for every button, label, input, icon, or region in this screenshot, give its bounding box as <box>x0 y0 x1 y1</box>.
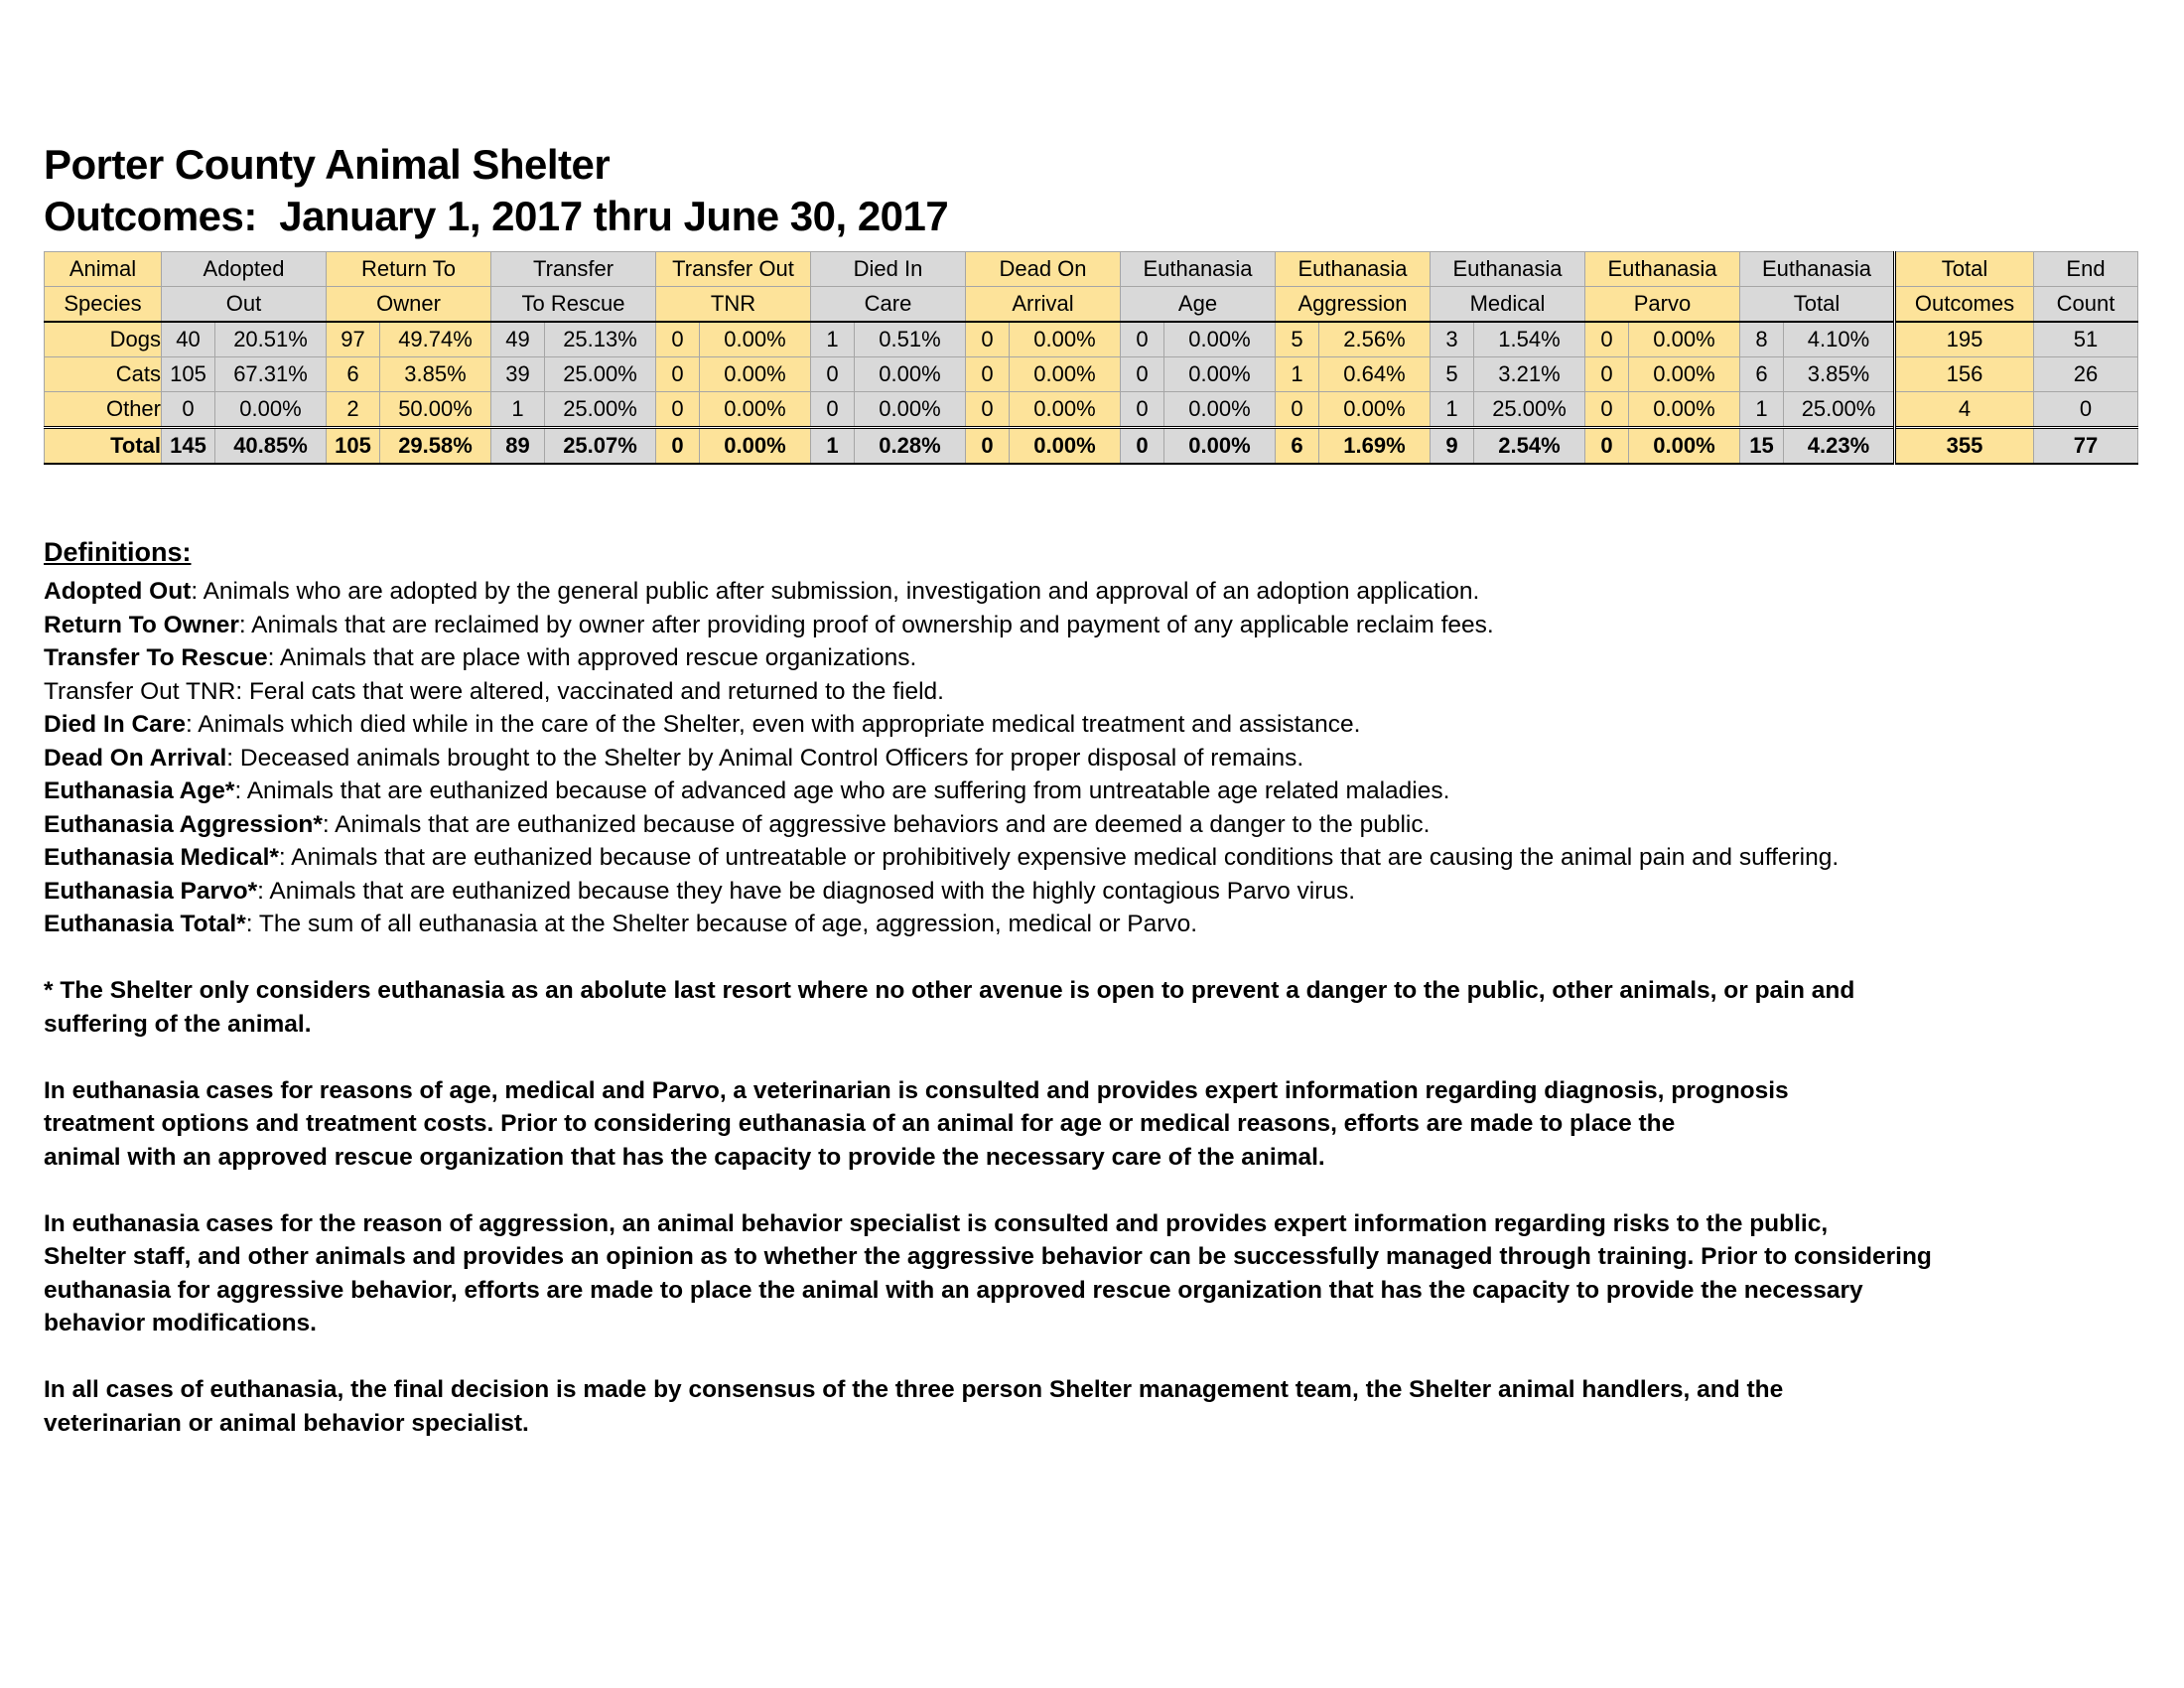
header-dead-arrival-bottom: Arrival <box>966 287 1121 323</box>
cell-euth-parvo-count: 0 <box>1585 357 1629 392</box>
cell-adopted-out-percent: 0.00% <box>215 392 327 428</box>
definition-item <box>44 641 2128 675</box>
cell-euth-aggression-count: 1 <box>1276 357 1319 392</box>
note-paragraph-line: veterinarian or animal behavior specialist. <box>44 1409 529 1437</box>
cell-end-count: 0 <box>2034 392 2138 428</box>
cell-euth-medical-count: 9 <box>1431 428 1474 465</box>
header-died-care-top: Died In <box>811 252 966 287</box>
cell-dead-arrival-count: 0 <box>966 357 1010 392</box>
cell-transfer-rescue-percent: 25.00% <box>545 357 656 392</box>
cell-total-outcomes: 4 <box>1895 392 2034 428</box>
table-row <box>45 322 2138 357</box>
cell-adopted-out-count: 40 <box>162 322 215 357</box>
definition-term: Return To Owner <box>44 611 239 638</box>
cell-euth-parvo-percent: 0.00% <box>1629 322 1740 357</box>
cell-euth-age-count: 0 <box>1121 357 1164 392</box>
definition-item <box>44 575 2128 609</box>
note-paragraph <box>44 1373 2128 1440</box>
header-euth-age-bottom: Age <box>1121 287 1276 323</box>
cell-euth-aggression-count: 5 <box>1276 322 1319 357</box>
row-species-label: Other <box>45 392 162 428</box>
cell-transfer-rescue-count: 39 <box>491 357 545 392</box>
note-paragraph-line: Shelter staff, and other animals and provides an opinion as to whether the aggressive behavior can be successfully managed through training. Prior to considering <box>44 1243 1932 1270</box>
header-euth-aggression-top: Euthanasia <box>1276 252 1431 287</box>
cell-euth-aggression-percent: 0.64% <box>1319 357 1431 392</box>
cell-euth-age-percent: 0.00% <box>1164 322 1276 357</box>
cell-euth-medical-count: 1 <box>1431 392 1474 428</box>
cell-died-care-count: 0 <box>811 392 855 428</box>
note-paragraph <box>44 1074 2128 1175</box>
note-paragraph <box>44 974 2128 1041</box>
definition-text: : Animals that are euthanized because of untreatable or prohibitively expensive medical conditions that are causing the animal pain and suffering. <box>278 844 1840 871</box>
row-species-label: Dogs <box>45 322 162 357</box>
definition-term: Transfer To Rescue <box>44 644 268 671</box>
definition-term: Euthanasia Medical* <box>44 844 279 871</box>
cell-adopted-out-count: 145 <box>162 428 215 465</box>
cell-total-outcomes: 156 <box>1895 357 2034 392</box>
definition-item <box>44 675 2128 709</box>
cell-transfer-tnr-percent: 0.00% <box>700 357 811 392</box>
cell-euth-aggression-percent: 0.00% <box>1319 392 1431 428</box>
note-paragraph-line: In euthanasia cases for the reason of aggression, an animal behavior specialist is consulted and provides expert information regarding risks to the public, <box>44 1209 1829 1237</box>
definition-text: : The sum of all euthanasia at the Shelter because of age, aggression, medical or Parvo. <box>245 911 1198 937</box>
cell-euth-medical-count: 3 <box>1431 322 1474 357</box>
definitions-heading: Definitions: <box>44 537 192 567</box>
cell-euth-total-count: 8 <box>1740 322 1784 357</box>
header-end-count-top: End <box>2034 252 2138 287</box>
definition-term: Euthanasia Age* <box>44 777 235 804</box>
cell-transfer-rescue-percent: 25.00% <box>545 392 656 428</box>
cell-transfer-tnr-percent: 0.00% <box>700 392 811 428</box>
definition-text: : Deceased animals brought to the Shelter by Animal Control Officers for proper disposal of remains. <box>226 744 1304 772</box>
definitions-section <box>44 539 2128 1440</box>
cell-transfer-rescue-count: 89 <box>491 428 545 465</box>
cell-euth-medical-percent: 3.21% <box>1474 357 1585 392</box>
cell-return-owner-count: 6 <box>327 357 380 392</box>
definition-term: Euthanasia Parvo* <box>44 877 258 905</box>
cell-euth-total-percent: 3.85% <box>1784 357 1895 392</box>
cell-dead-arrival-percent: 0.00% <box>1010 392 1121 428</box>
cell-adopted-out-percent: 67.31% <box>215 357 327 392</box>
header-end-count-bottom: Count <box>2034 287 2138 323</box>
note-paragraph <box>44 1207 2128 1340</box>
note-paragraph-line: In euthanasia cases for reasons of age, medical and Parvo, a veterinarian is consulted and provides expert information regarding diagnosis, prognosis <box>44 1076 1789 1104</box>
cell-dead-arrival-percent: 0.00% <box>1010 428 1121 465</box>
header-total-outcomes-bottom: Outcomes <box>1895 287 2034 323</box>
cell-euth-total-count: 15 <box>1740 428 1784 465</box>
header-row-top <box>45 252 2138 287</box>
paragraph-spacer <box>44 941 2128 975</box>
header-euth-total-bottom: Total <box>1740 287 1895 323</box>
report-title-block <box>44 139 948 242</box>
cell-dead-arrival-percent: 0.00% <box>1010 357 1121 392</box>
definition-text: : Animals that are place with approved rescue organizations. <box>267 644 917 671</box>
cell-adopted-out-count: 0 <box>162 392 215 428</box>
note-paragraph-line: * The Shelter only considers euthanasia as an abolute last resort where no other avenue is open to prevent a danger to the public, other animals, or pain and <box>44 977 1855 1004</box>
definition-text: : Animals which died while in the care of the Shelter, even with appropriate medical treatment and assistance. <box>185 711 1361 738</box>
cell-dead-arrival-percent: 0.00% <box>1010 322 1121 357</box>
header-adopted-bottom: Out <box>162 287 327 323</box>
outcomes-table <box>44 251 2138 465</box>
definition-item <box>44 708 2128 742</box>
table-total-row <box>45 428 2138 465</box>
cell-transfer-tnr-count: 0 <box>656 357 700 392</box>
definition-item <box>44 908 2128 941</box>
cell-end-count: 51 <box>2034 322 2138 357</box>
page-title: Porter County Animal Shelter <box>44 141 611 188</box>
note-paragraph-line: In all cases of euthanasia, the final decision is made by consensus of the three person Shelter management team, the Shelter animal handlers, and the <box>44 1376 1784 1403</box>
cell-total-outcomes: 355 <box>1895 428 2034 465</box>
definition-term: Died In Care <box>44 711 186 738</box>
cell-adopted-out-percent: 40.85% <box>215 428 327 465</box>
cell-died-care-percent: 0.00% <box>855 357 966 392</box>
cell-euth-total-count: 6 <box>1740 357 1784 392</box>
header-adopted-top: Adopted <box>162 252 327 287</box>
page-subtitle: Outcomes: January 1, 2017 thru June 30, 2017 <box>44 193 949 240</box>
cell-end-count: 26 <box>2034 357 2138 392</box>
note-paragraph-line: treatment options and treatment costs. Prior to considering euthanasia of an animal for age or medical reasons, efforts are made to place the <box>44 1110 1676 1137</box>
cell-euth-parvo-percent: 0.00% <box>1629 357 1740 392</box>
cell-euth-aggression-percent: 1.69% <box>1319 428 1431 465</box>
definition-term: Euthanasia Total* <box>44 911 246 937</box>
cell-transfer-rescue-percent: 25.07% <box>545 428 656 465</box>
header-died-care-bottom: Care <box>811 287 966 323</box>
definition-text: : Animals that are euthanized because they have be diagnosed with the highly contagious Parvo virus. <box>257 877 1356 905</box>
cell-transfer-rescue-percent: 25.13% <box>545 322 656 357</box>
header-euth-age-top: Euthanasia <box>1121 252 1276 287</box>
header-euth-parvo-bottom: Parvo <box>1585 287 1740 323</box>
cell-return-owner-percent: 3.85% <box>380 357 491 392</box>
table-body <box>45 322 2138 464</box>
definition-item <box>44 774 2128 808</box>
header-animal-top: Animal <box>45 252 162 287</box>
cell-euth-parvo-percent: 0.00% <box>1629 392 1740 428</box>
header-animal-bottom: Species <box>45 287 162 323</box>
outcomes-table-wrapper <box>44 251 2138 465</box>
definition-term: Adopted Out <box>44 578 192 605</box>
cell-died-care-count: 0 <box>811 357 855 392</box>
cell-euth-parvo-percent: 0.00% <box>1629 428 1740 465</box>
cell-dead-arrival-count: 0 <box>966 428 1010 465</box>
definition-text: : Animals who are adopted by the general public after submission, investigation and approval of an adoption application. <box>191 578 1480 605</box>
cell-transfer-tnr-percent: 0.00% <box>700 428 811 465</box>
notes-paragraphs <box>44 941 2128 1441</box>
cell-adopted-out-count: 105 <box>162 357 215 392</box>
cell-total-outcomes: 195 <box>1895 322 2034 357</box>
cell-died-care-percent: 0.00% <box>855 392 966 428</box>
row-species-label: Total <box>45 428 162 465</box>
cell-end-count: 77 <box>2034 428 2138 465</box>
definition-term: Dead On Arrival <box>44 744 227 772</box>
header-euth-parvo-top: Euthanasia <box>1585 252 1740 287</box>
note-paragraph-line: behavior modifications. <box>44 1310 317 1336</box>
cell-euth-parvo-count: 0 <box>1585 428 1629 465</box>
cell-euth-medical-percent: 1.54% <box>1474 322 1585 357</box>
cell-dead-arrival-count: 0 <box>966 322 1010 357</box>
definition-item <box>44 808 2128 842</box>
definition-term: Euthanasia Aggression* <box>44 810 323 838</box>
cell-euth-age-percent: 0.00% <box>1164 357 1276 392</box>
header-euth-aggression-bottom: Aggression <box>1276 287 1431 323</box>
cell-transfer-rescue-count: 49 <box>491 322 545 357</box>
cell-transfer-rescue-count: 1 <box>491 392 545 428</box>
cell-euth-medical-percent: 25.00% <box>1474 392 1585 428</box>
definitions-list <box>44 575 2128 941</box>
header-euth-medical-top: Euthanasia <box>1431 252 1585 287</box>
cell-euth-parvo-count: 0 <box>1585 392 1629 428</box>
cell-return-owner-percent: 49.74% <box>380 322 491 357</box>
cell-died-care-percent: 0.51% <box>855 322 966 357</box>
header-transfer-rescue-top: Transfer <box>491 252 656 287</box>
cell-euth-age-percent: 0.00% <box>1164 392 1276 428</box>
header-transfer-tnr-bottom: TNR <box>656 287 811 323</box>
cell-euth-aggression-count: 6 <box>1276 428 1319 465</box>
cell-euth-total-count: 1 <box>1740 392 1784 428</box>
note-paragraph-line: euthanasia for aggressive behavior, efforts are made to place the animal with an approved rescue organization that has the capacity to provide the necessary <box>44 1276 1863 1304</box>
cell-return-owner-percent: 29.58% <box>380 428 491 465</box>
definition-text: : Feral cats that were altered, vaccinated and returned to the field. <box>235 677 944 705</box>
table-header <box>45 252 2138 323</box>
header-total-outcomes-top: Total <box>1895 252 2034 287</box>
definition-item <box>44 609 2128 642</box>
definition-text: : Animals that are euthanized because of advanced age who are suffering from untreatable age related maladies. <box>234 777 1450 804</box>
header-return-top: Return To <box>327 252 491 287</box>
header-euth-medical-bottom: Medical <box>1431 287 1585 323</box>
header-transfer-tnr-top: Transfer Out <box>656 252 811 287</box>
cell-euth-aggression-count: 0 <box>1276 392 1319 428</box>
note-paragraph-line: suffering of the animal. <box>44 1010 312 1038</box>
definition-item <box>44 875 2128 909</box>
cell-return-owner-percent: 50.00% <box>380 392 491 428</box>
header-return-bottom: Owner <box>327 287 491 323</box>
definition-item <box>44 742 2128 775</box>
table-row <box>45 392 2138 428</box>
cell-transfer-tnr-percent: 0.00% <box>700 322 811 357</box>
cell-transfer-tnr-count: 0 <box>656 428 700 465</box>
paragraph-spacer <box>44 1340 2128 1374</box>
cell-euth-age-count: 0 <box>1121 392 1164 428</box>
header-dead-arrival-top: Dead On <box>966 252 1121 287</box>
cell-adopted-out-percent: 20.51% <box>215 322 327 357</box>
definition-item <box>44 841 2128 875</box>
cell-died-care-percent: 0.28% <box>855 428 966 465</box>
header-euth-total-top: Euthanasia <box>1740 252 1895 287</box>
header-row-bottom <box>45 287 2138 323</box>
cell-euth-age-count: 0 <box>1121 428 1164 465</box>
cell-euth-age-count: 0 <box>1121 322 1164 357</box>
cell-return-owner-count: 97 <box>327 322 380 357</box>
paragraph-spacer <box>44 1174 2128 1207</box>
cell-transfer-tnr-count: 0 <box>656 322 700 357</box>
cell-euth-medical-percent: 2.54% <box>1474 428 1585 465</box>
cell-dead-arrival-count: 0 <box>966 392 1010 428</box>
cell-euth-total-percent: 4.23% <box>1784 428 1895 465</box>
row-species-label: Cats <box>45 357 162 392</box>
definition-term: Transfer Out TNR <box>44 677 236 705</box>
definition-text: : Animals that are reclaimed by owner after providing proof of ownership and payment of any applicable reclaim fees. <box>238 611 1494 638</box>
cell-euth-total-percent: 25.00% <box>1784 392 1895 428</box>
cell-return-owner-count: 2 <box>327 392 380 428</box>
cell-euth-parvo-count: 0 <box>1585 322 1629 357</box>
cell-euth-total-percent: 4.10% <box>1784 322 1895 357</box>
cell-died-care-count: 1 <box>811 428 855 465</box>
header-transfer-rescue-bottom: To Rescue <box>491 287 656 323</box>
note-paragraph-line: animal with an approved rescue organization that has the capacity to provide the necessary care of the animal. <box>44 1143 1325 1171</box>
cell-euth-medical-count: 5 <box>1431 357 1474 392</box>
cell-transfer-tnr-count: 0 <box>656 392 700 428</box>
definition-text: : Animals that are euthanized because of aggressive behaviors and are deemed a danger to the public. <box>322 810 1431 838</box>
table-row <box>45 357 2138 392</box>
cell-euth-aggression-percent: 2.56% <box>1319 322 1431 357</box>
cell-died-care-count: 1 <box>811 322 855 357</box>
paragraph-spacer <box>44 1041 2128 1074</box>
cell-euth-age-percent: 0.00% <box>1164 428 1276 465</box>
cell-return-owner-count: 105 <box>327 428 380 465</box>
